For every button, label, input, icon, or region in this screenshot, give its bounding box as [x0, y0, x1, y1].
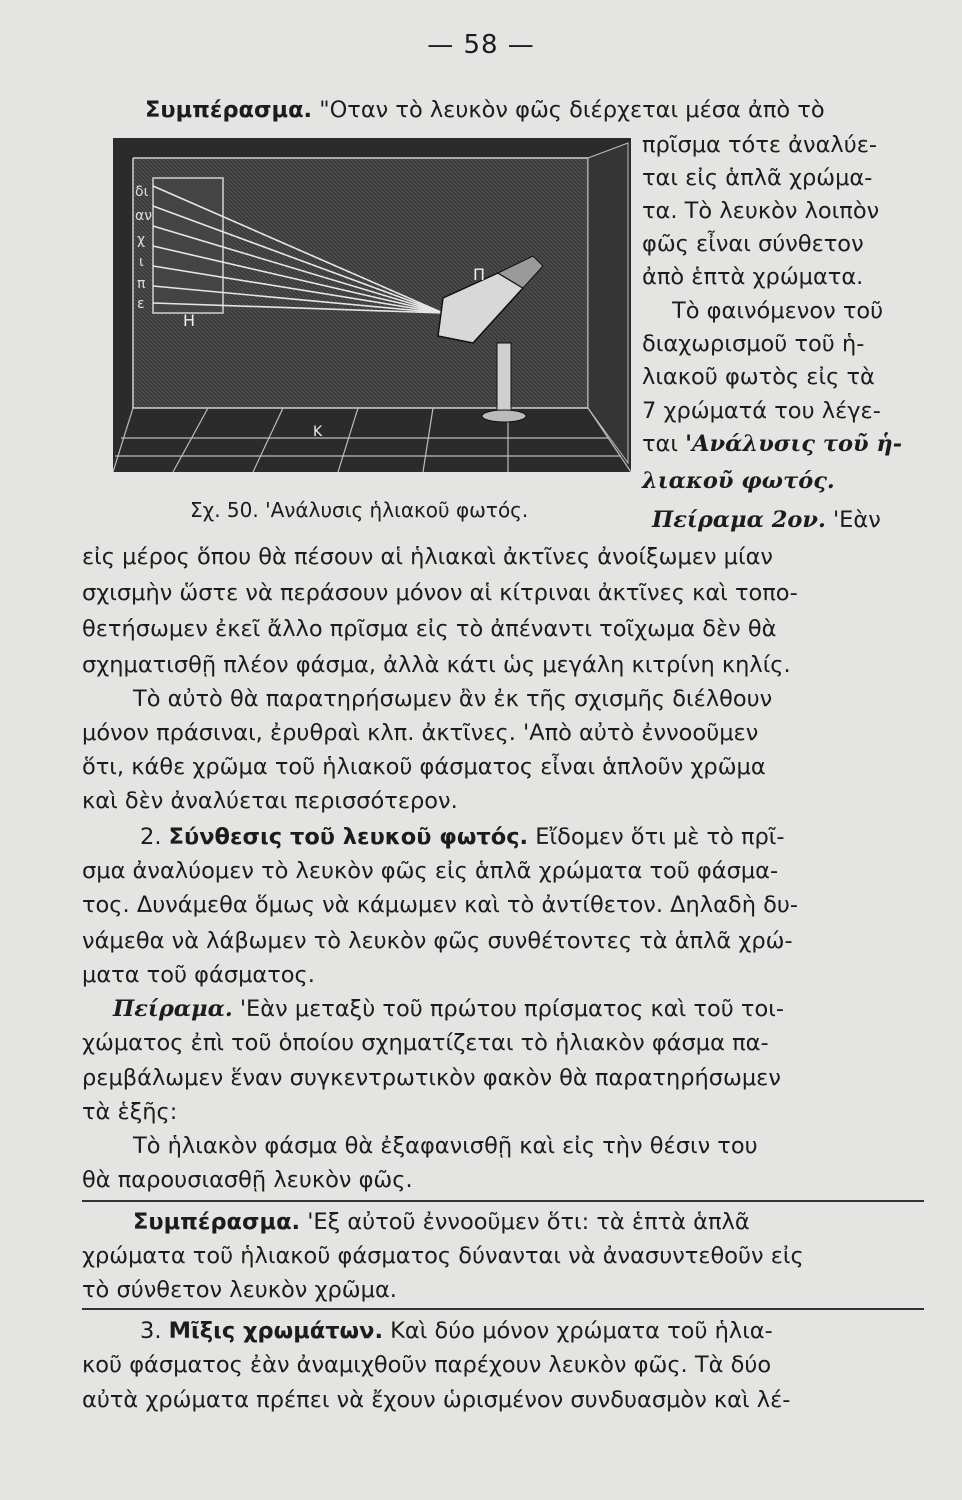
screen-letter: ι [139, 254, 144, 270]
text-line: Τὸ αὐτὸ θὰ παρατηρήσωμεν ἂν ἐκ τῆς σχισμῆς διέλθουν [133, 686, 773, 712]
text-line: κοῦ φάσματος ἐὰν ἀναμιχθοῦν παρέχουν λευκὸν φῶς. Τὰ δύο [82, 1352, 772, 1378]
text-line: ρεμβάλωμεν ἕναν συγκεντρωτικὸν φακὸν θὰ παρατηρήσωμεν [82, 1065, 781, 1091]
text-line: σμα ἀναλύομεν τὸ λευκὸν φῶς εἰς ἁπλᾶ χρώματα τοῦ φάσμα- [82, 858, 779, 884]
text-line: τα. Τὸ λευκὸν λοιπὸν [642, 198, 880, 224]
text-line: αὐτὰ χρώματα πρέπει νὰ ἔχουν ὡρισμένον συνδυασμὸν καὶ λέ- [82, 1387, 791, 1413]
page-number: — 58 — [427, 30, 535, 60]
text-line: μόνον πράσιναι, ἐρυθραὶ κλπ. ἀκτῖνες. 'Απὸ αὐτὸ ἐννοοῦμεν [82, 720, 759, 746]
section-heading-synthesis: 2. Σύνθεσις τοῦ λευκοῦ φωτός. Εἴδομεν ὅτι μὲ τὸ πρῖ- [140, 824, 785, 850]
screen-letter: χ [137, 232, 146, 248]
figure-caption: Σχ. 50. 'Ανάλυσις ἡλιακοῦ φωτός. [190, 498, 529, 522]
screen-letter: δι [135, 184, 149, 200]
text-line: χώματος ἐπὶ τοῦ ὁποίου σχηματίζεται τὸ ἡλιακὸν φάσμα πα- [82, 1030, 769, 1056]
text-line: Τὸ ἡλιακὸν φάσμα θὰ ἐξαφανισθῇ καὶ εἰς τὴν θέσιν του [133, 1133, 758, 1159]
text-line: ματα τοῦ φάσματος. [82, 962, 315, 988]
text-line-experiment: Πείραμα 2ον. 'Εὰν [652, 507, 881, 533]
text-line-conclusion: Συμπέρασμα. "Οταν τὸ λευκὸν φῶς διέρχεται μέσα ἀπὸ τὸ [145, 97, 825, 123]
screen-label: Η [183, 311, 196, 330]
text-line: νάμεθα νὰ λάβωμεν τὸ λευκὸν φῶς συνθέτοντες τὰ ἁπλᾶ χρώ- [82, 928, 793, 954]
screen-letter: αν [135, 208, 153, 224]
text-line: φῶς εἶναι σύνθετον [642, 231, 864, 257]
text-line: ἀπὸ ἑπτὰ χρώματα. [642, 264, 864, 290]
text-line-conclusion: Συμπέρασμα. 'Εξ αὐτοῦ ἐννοοῦμεν ὅτι: τὰ ἑπτὰ ἁπλᾶ [133, 1209, 750, 1235]
divider [82, 1308, 924, 1310]
text-line: Τὸ φαινόμενον τοῦ [672, 298, 884, 324]
floor-label: Κ [313, 424, 323, 440]
text-line: τὰ ἑξῆς: [82, 1099, 178, 1125]
text-line: σχισμὴν ὥστε νὰ περάσουν μόνον αἱ κίτριναι ἀκτῖνες καὶ τοπο- [82, 580, 798, 606]
text-line: 7 χρώματά του λέγε- [642, 398, 881, 424]
screen-letter: ε [137, 296, 145, 312]
text-line: καὶ δὲν ἀναλύεται περισσότερον. [82, 788, 458, 814]
section-heading-mixing: 3. Μῖξις χρωμάτων. Καὶ δύο μόνον χρώματα τοῦ ἡλια- [140, 1318, 773, 1344]
text-line: σχηματισθῇ πλέον φάσμα, ἀλλὰ κάτι ὡς μεγάλη κιτρίνη κηλίς. [82, 652, 791, 678]
text-line: διαχωρισμοῦ τοῦ ἡ- [642, 331, 865, 357]
divider [82, 1200, 924, 1202]
text-line: ται εἰς ἁπλᾶ χρώμα- [642, 165, 873, 191]
text-line: θετήσωμεν ἐκεῖ ἄλλο πρῖσμα εἰς τὸ ἀπέναντι τοῖχωμα δὲν θὰ [82, 616, 777, 642]
text-line: λιακοῦ φωτὸς εἰς τὰ [642, 364, 875, 390]
screen-letter: π [137, 276, 146, 292]
text-line: ὅτι, κάθε χρῶμα τοῦ ἡλιακοῦ φάσματος εἶναι ἁπλοῦν χρῶμα [82, 754, 766, 780]
text-line: θὰ παρουσιασθῇ λευκὸν φῶς. [82, 1167, 413, 1193]
prism-label: Π [473, 265, 486, 284]
text-line: χρώματα τοῦ ἡλιακοῦ φάσματος δύνανται νὰ ἀνασυντεθοῦν εἰς [82, 1243, 804, 1269]
text-line: τος. Δυνάμεθα ὅμως νὰ κάμωμεν καὶ τὸ ἀντίθετον. Δηλαδὴ δυ- [82, 892, 799, 918]
text-line-experiment: Πείραμα. 'Εὰν μεταξὺ τοῦ πρώτου πρίσματος καὶ τοῦ τοι- [113, 996, 784, 1022]
text-line: πρῖσμα τότε ἀναλύε- [642, 132, 878, 158]
text-line-term: ται 'Ανάλυσις τοῦ ἡ- [642, 431, 903, 457]
text-line: εἰς μέρος ὅπου θὰ πέσουν αἱ ἡλιακαὶ ἀκτῖνες ἀνοίξωμεν μίαν [82, 544, 773, 570]
text-line: τὸ σύνθετον λευκὸν χρῶμα. [82, 1277, 397, 1303]
spectrum-figure [113, 138, 631, 472]
text-line-term: λιακοῦ φωτός. [642, 468, 835, 494]
